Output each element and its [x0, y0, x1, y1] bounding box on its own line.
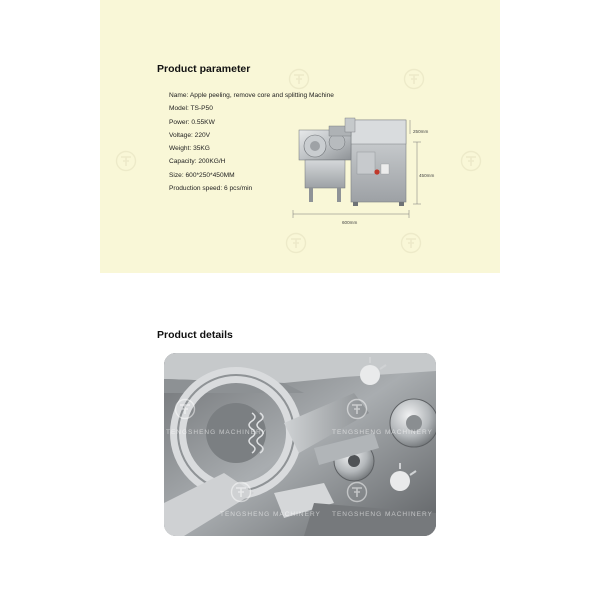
depth-dimension-label: 250mm [413, 129, 429, 134]
param-size: Size: 600*250*450MM [169, 171, 235, 179]
height-dimension-label: 450mm [419, 173, 435, 178]
ts-logo-icon [400, 232, 422, 254]
photo-watermark-text: TENGSHENG MACHINERY [220, 511, 321, 518]
product-parameter-panel [100, 0, 500, 273]
param-production-speed: Production speed: 6 pcs/min [169, 185, 253, 193]
param-power: Power: 0.55KW [169, 118, 215, 126]
ts-logo-icon [460, 150, 482, 172]
ts-logo-icon [346, 481, 368, 503]
ts-logo-icon [346, 398, 368, 420]
photo-watermark-text: TENGSHENG MACHINERY [332, 429, 433, 436]
ts-logo-icon [174, 398, 196, 420]
ts-logo-icon [230, 481, 252, 503]
param-voltage: Voltage: 220V [169, 131, 211, 139]
param-capacity: Capacity: 200KG/H [169, 158, 226, 166]
product-parameter-title: Product parameter [157, 63, 251, 75]
param-weight: Weight: 35KG [169, 145, 210, 153]
machine-illustration [287, 112, 437, 230]
ts-logo-icon [285, 232, 307, 254]
photo-watermark-text: TENGSHENG MACHINERY [332, 511, 433, 518]
ts-logo-icon [403, 68, 425, 90]
param-model: Model: TS-P50 [169, 105, 213, 113]
photo-watermark-text: TENGSHENG MACHINERY [166, 429, 267, 436]
product-details-title: Product details [157, 329, 233, 341]
product-detail-photo [164, 353, 436, 536]
ts-logo-icon [115, 150, 137, 172]
ts-logo-icon [288, 68, 310, 90]
param-name: Name: Apple peeling, remove core and splitting Machine [169, 92, 334, 99]
width-dimension-label: 600mm [342, 220, 358, 225]
machine-closeup-illustration [164, 353, 436, 536]
